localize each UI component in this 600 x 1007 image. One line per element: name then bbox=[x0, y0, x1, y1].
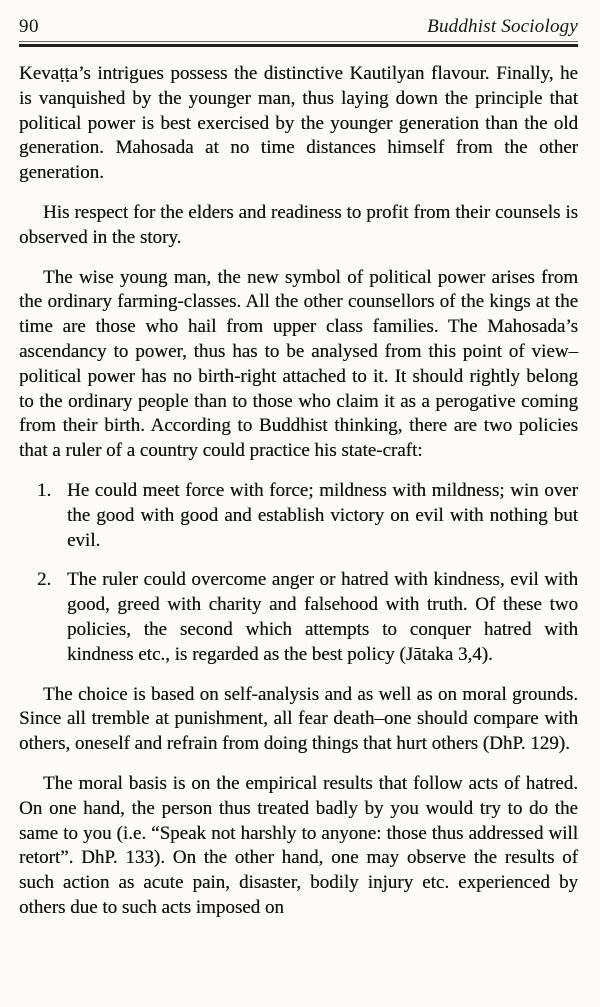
running-header bbox=[19, 16, 578, 38]
list-item-2-text: The ruler could overcome anger or hatred with kindness, evil with good, greed with charity and falsehood with truth. Of these two policies, the second which attempts to conquer hatred with kindness etc., is regarded as the best policy (Jātaka 3,4). bbox=[67, 569, 578, 665]
paragraph-respect-for-elders: His respect for the elders and readiness to profit from their counsels is observed in the story. bbox=[19, 201, 578, 248]
list-marker-1: 1. bbox=[37, 479, 52, 501]
paragraph-choice-self-analysis: The choice is based on self-analysis and as well as on moral grounds. Since all tremble at punishment, all fear death–one should compare with others, oneself and refrain from doing things that hurt others (DhP. 129). bbox=[19, 683, 578, 755]
running-title: Buddhist Sociology bbox=[427, 16, 578, 37]
list-item-1 bbox=[37, 479, 578, 553]
page-number: 90 bbox=[19, 16, 39, 37]
paragraph-moral-basis: The moral basis is on the empirical results that follow acts of hatred. On one hand, the person thus treated badly by you would try to do the same to you (i.e. “Speak not harshly to anyone: those thus addressed will retort”. DhP. 133). On the other hand, one may observe the results of such action as acute pain, disaster, bodily injury etc. experienced by others due to such acts imposed on bbox=[19, 772, 578, 918]
list-marker-2: 2. bbox=[37, 569, 52, 591]
paragraph-wise-young-man: The wise young man, the new symbol of political power arises from the ordinary farming-classes. All the other counsellors of the kings at the time are those who hail from upper class families. The Mahosada’s ascendancy to power, thus has to be analysed from this point of view–political power has no birth-right attached to it. It should rightly belong to the ordinary people than to those who claim it as a perogative coming from their birth. According to Buddhist thinking, there are two policies that a ruler of a country could practice his state-craft: bbox=[19, 266, 578, 462]
page-body bbox=[19, 62, 578, 921]
paragraph-kevatta-intrigues: Kevaṭṭa’s intrigues possess the distinctive Kautilyan flavour. Finally, he is vanquished by the younger man, thus laying down the principle that political power is best exercised by the younger generation than the old generation. Mahosada at no time distances himself from the other generation. bbox=[19, 63, 578, 184]
list-item-1-text: He could meet force with force; mildness with mildness; win over the good with good and establish victory on evil with nothing but evil. bbox=[67, 479, 578, 551]
header-rule bbox=[19, 41, 578, 48]
list-item-2 bbox=[37, 568, 578, 667]
